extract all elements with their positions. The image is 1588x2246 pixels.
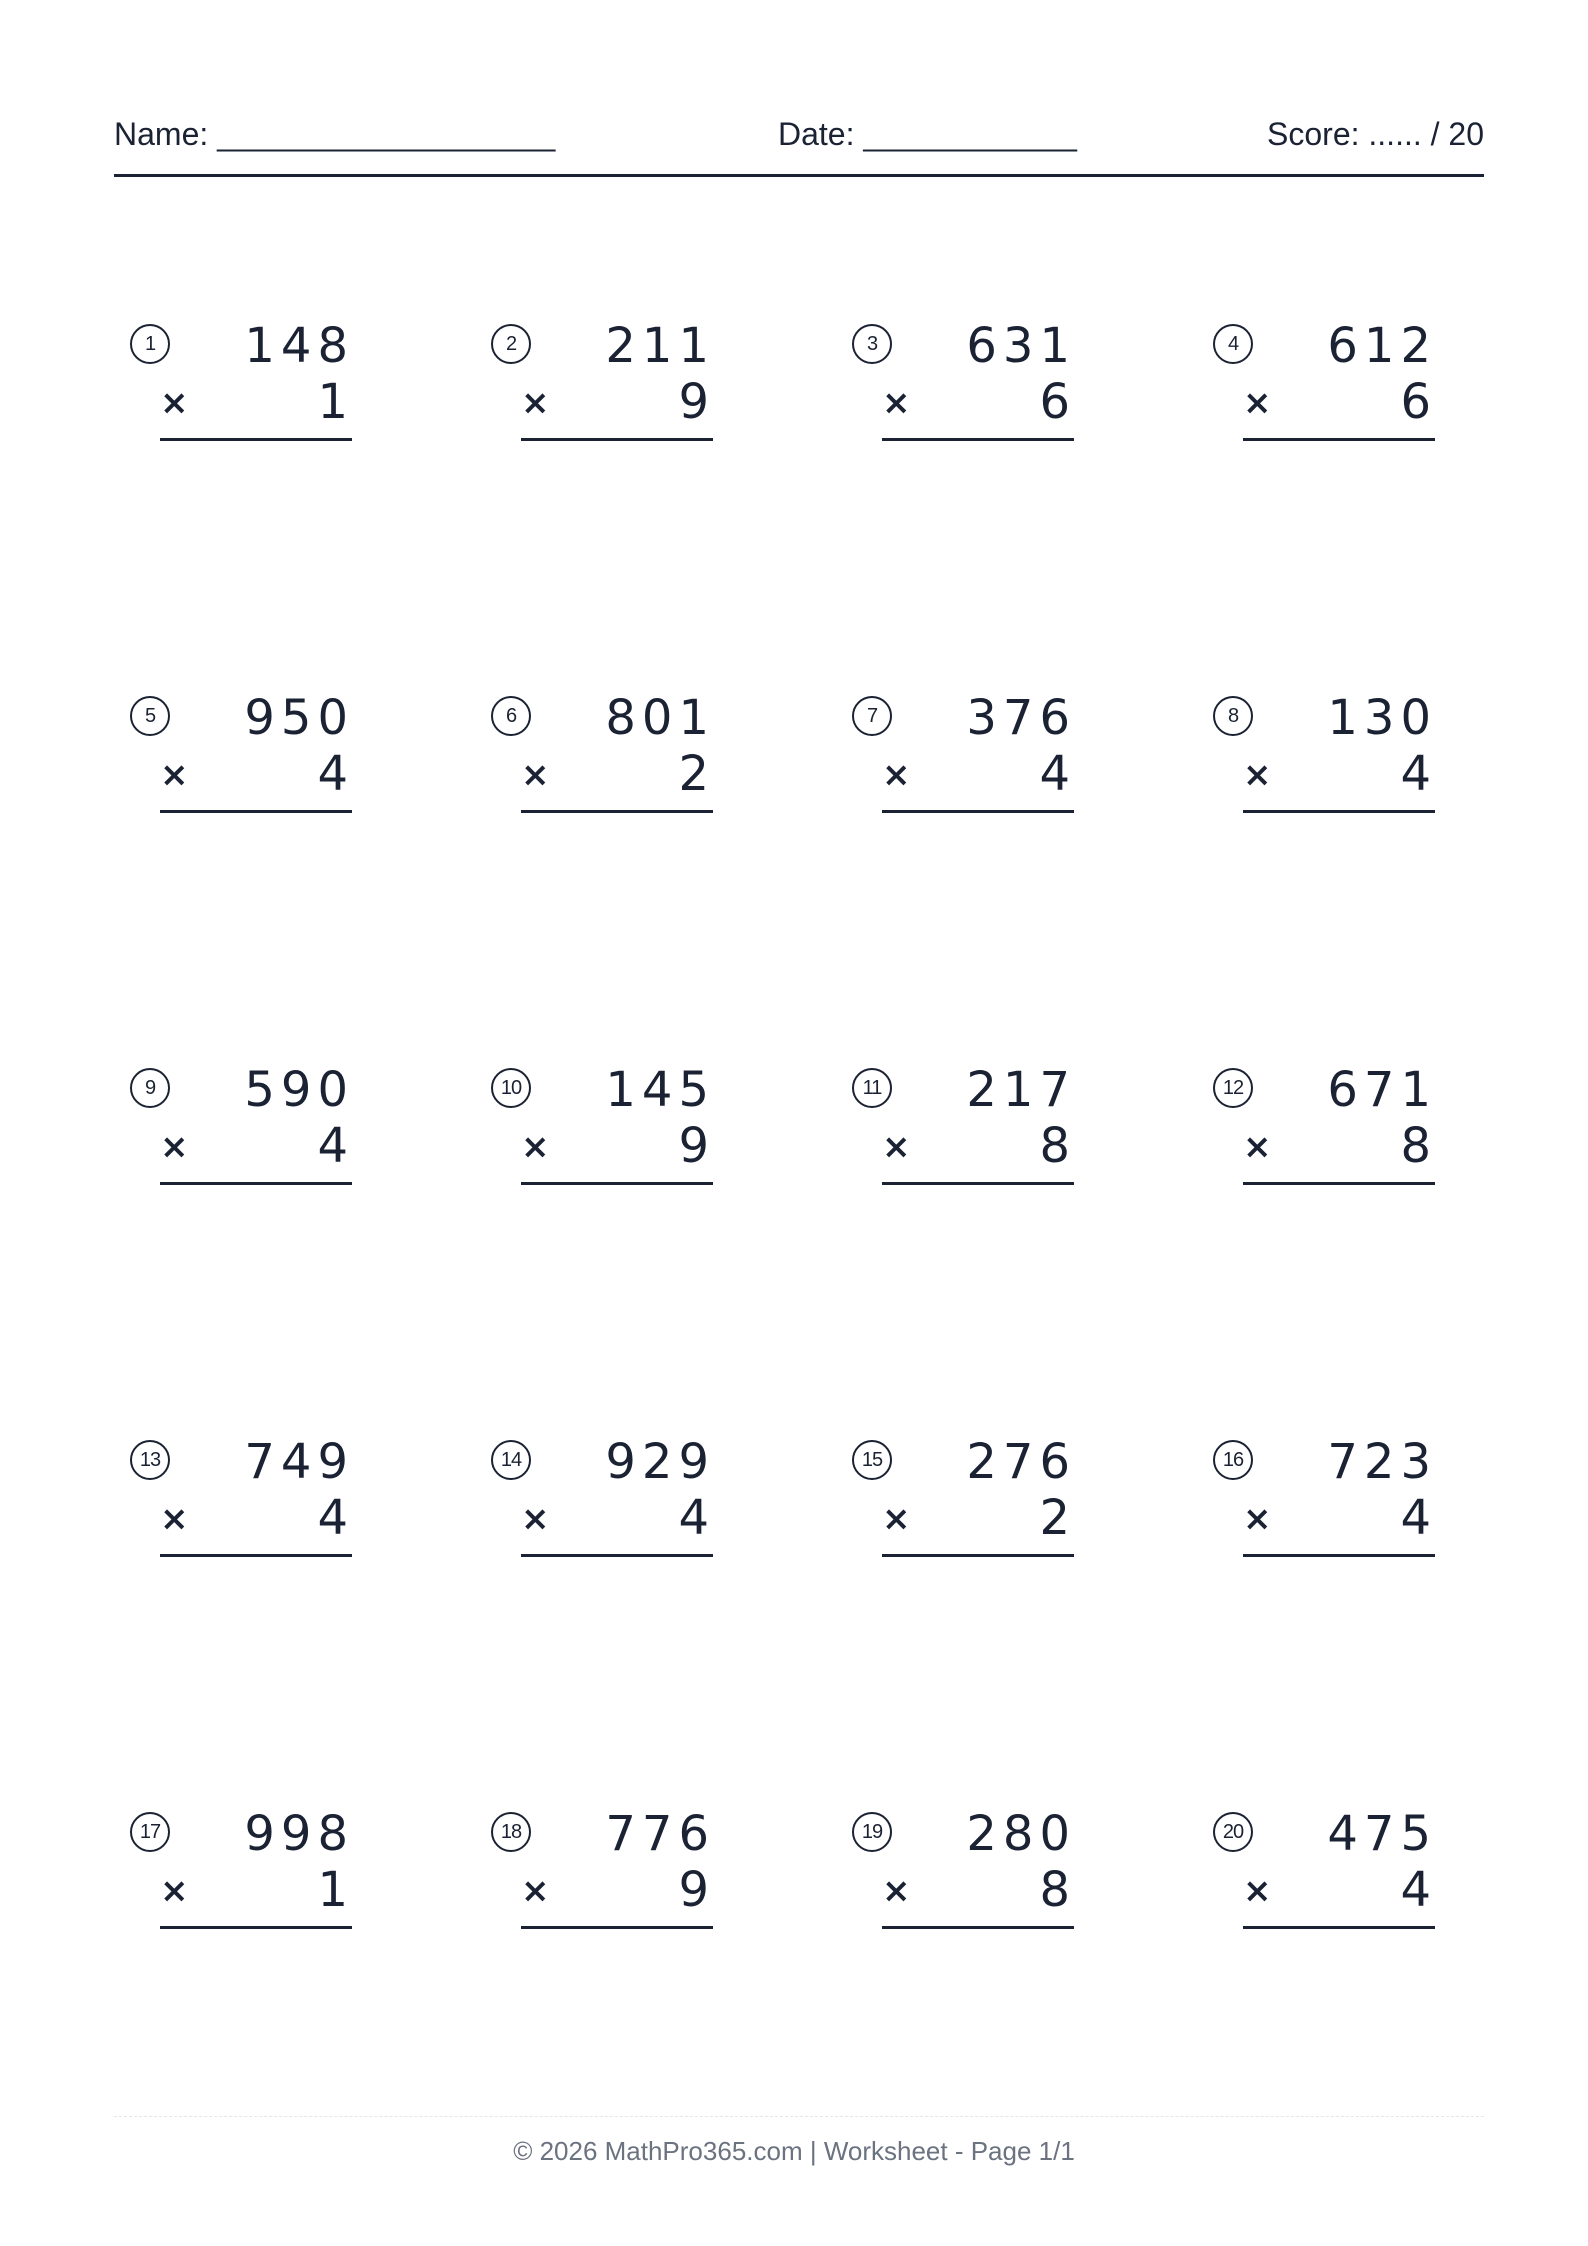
- problem-number-badge: 7: [852, 696, 892, 736]
- multiplicand: 749: [244, 1434, 354, 1490]
- problem-number-badge: 2: [491, 324, 531, 364]
- multiplicand: 776: [605, 1806, 715, 1862]
- problem-number-badge: 6: [491, 696, 531, 736]
- answer-line[interactable]: [882, 810, 1074, 813]
- answer-line[interactable]: [882, 1926, 1074, 1929]
- multiply-sign-icon: ×: [1243, 1127, 1272, 1167]
- multiply-sign-icon: ×: [882, 1499, 911, 1539]
- problem-number-badge: 13: [130, 1440, 170, 1480]
- problem-number-badge: 15: [852, 1440, 892, 1480]
- answer-line[interactable]: [160, 1926, 352, 1929]
- multiplicand: 376: [966, 690, 1076, 746]
- answer-line[interactable]: [521, 810, 713, 813]
- multiplier: 2: [1039, 1490, 1076, 1546]
- multiply-sign-icon: ×: [882, 1127, 911, 1167]
- multiply-sign-icon: ×: [1243, 383, 1272, 423]
- problem-15: [836, 1428, 1096, 1568]
- multiply-sign-icon: ×: [1243, 755, 1272, 795]
- answer-line[interactable]: [882, 1182, 1074, 1185]
- problem-18: [475, 1800, 735, 1940]
- multiplier: 4: [1039, 746, 1076, 802]
- problem-number-badge: 5: [130, 696, 170, 736]
- problem-14: [475, 1428, 735, 1568]
- multiply-sign-icon: ×: [160, 383, 189, 423]
- problem-3: [836, 312, 1096, 452]
- multiplicand: 280: [966, 1806, 1076, 1862]
- multiplier: 2: [678, 746, 715, 802]
- problem-13: [114, 1428, 374, 1568]
- problem-12: [1197, 1056, 1457, 1196]
- problem-2: [475, 312, 735, 452]
- problem-1: [114, 312, 374, 452]
- multiplier: 8: [1039, 1118, 1076, 1174]
- problem-number-badge: 3: [852, 324, 892, 364]
- multiplier: 4: [317, 1118, 354, 1174]
- multiplier: 6: [1400, 374, 1437, 430]
- problem-number-badge: 14: [491, 1440, 531, 1480]
- footer-text: © 2026 MathPro365.com | Worksheet - Page 1/1: [513, 2136, 1075, 2166]
- multiplicand: 276: [966, 1434, 1076, 1490]
- answer-line[interactable]: [160, 1554, 352, 1557]
- answer-line[interactable]: [160, 438, 352, 441]
- problem-5: [114, 684, 374, 824]
- multiplier: 1: [317, 1862, 354, 1918]
- problem-4: [1197, 312, 1457, 452]
- answer-line[interactable]: [1243, 1182, 1435, 1185]
- problem-number-badge: 1: [130, 324, 170, 364]
- date-field[interactable]: Date: ____________: [778, 116, 1077, 152]
- multiplier: 9: [678, 374, 715, 430]
- answer-line[interactable]: [882, 438, 1074, 441]
- footer-divider: [114, 2116, 1484, 2117]
- problem-19: [836, 1800, 1096, 1940]
- multiplicand: 998: [244, 1806, 354, 1862]
- multiplicand: 148: [244, 318, 354, 374]
- problem-number-badge: 11: [852, 1068, 892, 1108]
- worksheet-header: [114, 112, 1484, 177]
- name-field[interactable]: Name: ___________________: [114, 116, 556, 152]
- multiplicand: 475: [1327, 1806, 1437, 1862]
- answer-line[interactable]: [882, 1554, 1074, 1557]
- multiply-sign-icon: ×: [882, 383, 911, 423]
- answer-line[interactable]: [521, 1554, 713, 1557]
- answer-line[interactable]: [521, 1926, 713, 1929]
- multiply-sign-icon: ×: [521, 1127, 550, 1167]
- problem-number-badge: 9: [130, 1068, 170, 1108]
- multiplier: 1: [317, 374, 354, 430]
- multiply-sign-icon: ×: [160, 1127, 189, 1167]
- answer-line[interactable]: [521, 438, 713, 441]
- multiplicand: 950: [244, 690, 354, 746]
- problem-number-badge: 10: [491, 1068, 531, 1108]
- multiply-sign-icon: ×: [1243, 1499, 1272, 1539]
- problem-20: [1197, 1800, 1457, 1940]
- answer-line[interactable]: [1243, 1926, 1435, 1929]
- answer-line[interactable]: [160, 810, 352, 813]
- multiplicand: 801: [605, 690, 715, 746]
- problem-17: [114, 1800, 374, 1940]
- multiplier: 4: [1400, 1490, 1437, 1546]
- multiplicand: 211: [605, 318, 715, 374]
- answer-line[interactable]: [521, 1182, 713, 1185]
- multiplicand: 217: [966, 1062, 1076, 1118]
- multiply-sign-icon: ×: [160, 755, 189, 795]
- problem-8: [1197, 684, 1457, 824]
- answer-line[interactable]: [1243, 438, 1435, 441]
- problem-number-badge: 4: [1213, 324, 1253, 364]
- problem-10: [475, 1056, 735, 1196]
- multiply-sign-icon: ×: [521, 1499, 550, 1539]
- problem-number-badge: 19: [852, 1812, 892, 1852]
- multiply-sign-icon: ×: [1243, 1871, 1272, 1911]
- multiplier: 4: [317, 746, 354, 802]
- multiplier: 4: [1400, 746, 1437, 802]
- multiplicand: 590: [244, 1062, 354, 1118]
- multiplier: 4: [678, 1490, 715, 1546]
- multiplicand: 612: [1327, 318, 1437, 374]
- problem-number-badge: 17: [130, 1812, 170, 1852]
- multiplier: 6: [1039, 374, 1076, 430]
- multiplicand: 130: [1327, 690, 1437, 746]
- multiplier: 9: [678, 1118, 715, 1174]
- problem-7: [836, 684, 1096, 824]
- problem-number-badge: 18: [491, 1812, 531, 1852]
- multiplier: 8: [1039, 1862, 1076, 1918]
- problem-number-badge: 16: [1213, 1440, 1253, 1480]
- multiply-sign-icon: ×: [521, 755, 550, 795]
- multiplicand: 723: [1327, 1434, 1437, 1490]
- multiplicand: 631: [966, 318, 1076, 374]
- multiplier: 4: [1400, 1862, 1437, 1918]
- answer-line[interactable]: [1243, 1554, 1435, 1557]
- multiply-sign-icon: ×: [882, 1871, 911, 1911]
- multiply-sign-icon: ×: [521, 1871, 550, 1911]
- multiplicand: 671: [1327, 1062, 1437, 1118]
- multiply-sign-icon: ×: [160, 1871, 189, 1911]
- multiplicand: 929: [605, 1434, 715, 1490]
- problem-number-badge: 8: [1213, 696, 1253, 736]
- answer-line[interactable]: [1243, 810, 1435, 813]
- problem-16: [1197, 1428, 1457, 1568]
- multiply-sign-icon: ×: [882, 755, 911, 795]
- multiplicand: 145: [605, 1062, 715, 1118]
- multiplier: 9: [678, 1862, 715, 1918]
- multiplier: 8: [1400, 1118, 1437, 1174]
- problem-9: [114, 1056, 374, 1196]
- answer-line[interactable]: [160, 1182, 352, 1185]
- problem-number-badge: 20: [1213, 1812, 1253, 1852]
- score-field: Score: ...... / 20: [1267, 116, 1484, 152]
- problem-6: [475, 684, 735, 824]
- problem-11: [836, 1056, 1096, 1196]
- multiply-sign-icon: ×: [521, 383, 550, 423]
- multiply-sign-icon: ×: [160, 1499, 189, 1539]
- problem-number-badge: 12: [1213, 1068, 1253, 1108]
- multiplier: 4: [317, 1490, 354, 1546]
